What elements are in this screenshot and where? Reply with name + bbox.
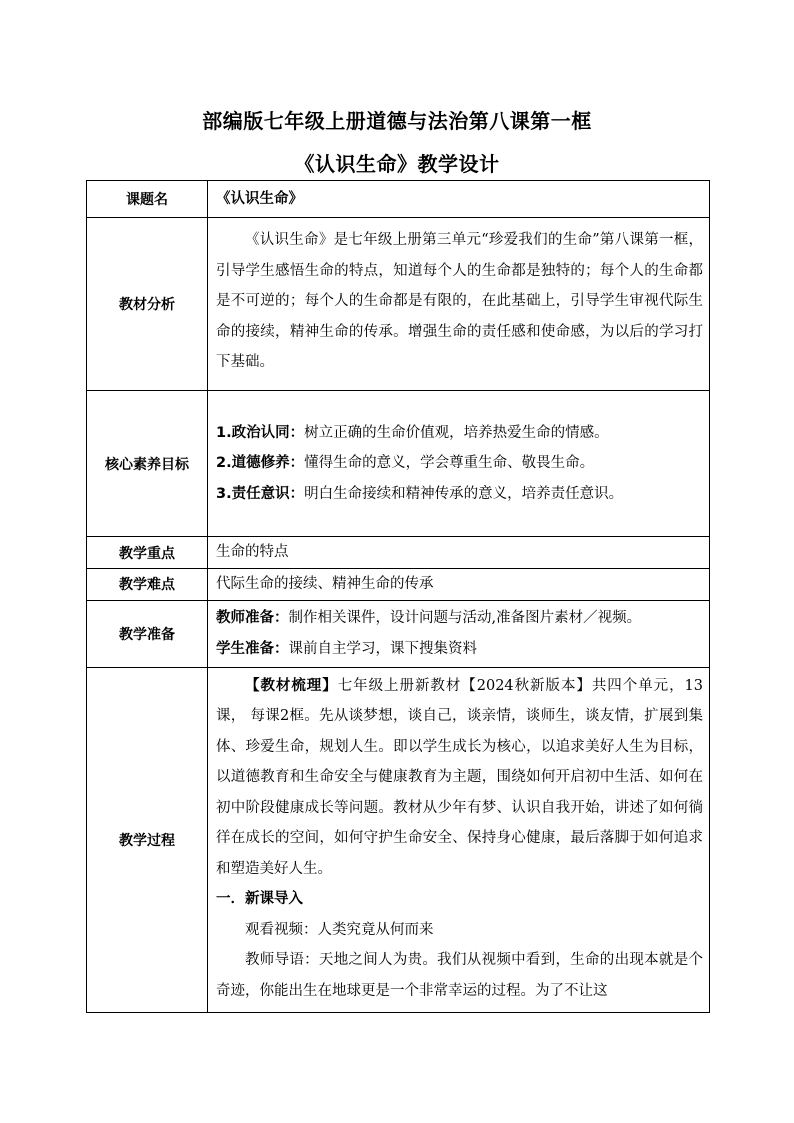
- student-preparation: [216, 634, 703, 665]
- row-topic: [87, 181, 710, 218]
- cell-preparation: [208, 600, 710, 667]
- value-key-point: 生命的特点: [208, 537, 710, 569]
- document-title-line2: 《认识生命》教学设计: [294, 152, 500, 176]
- cell-process: [208, 667, 710, 1012]
- outline-text: 七年级上册新教材【2024秋新版本】共四个单元，13课， 每课2框。先从谈梦想，谈自己，谈亲情，谈师生，谈友情，扩展到集体、珍爱生命，规划人生。即以学生成长为核心，以追求美好人生为目标，以道德教育和生命安全与健康教育为主题，围绕如何开启初中生活、如何在初中阶段健康成长等问题。教材从少年有梦、认识自我开始，讲述了如何徜徉在成长的空间，如何守护生命安全、保持身心健康，最后落脚于如何追求和塑造美好人生。: [216, 677, 703, 877]
- value-difficulty: 代际生命的接续、精神生命的传承: [208, 569, 710, 601]
- goal-head: 2.道德修养: [216, 455, 290, 472]
- section-new-lesson-intro: 一．新课导入: [216, 891, 303, 907]
- goal-text: 明白生命接续和精神传承的意义，培养责任意识。: [304, 485, 624, 502]
- row-key-point: [87, 537, 710, 569]
- row-analysis: [87, 218, 710, 391]
- label-preparation: 教学准备: [87, 600, 208, 667]
- teacher-preparation-head: 教师准备：: [216, 610, 289, 626]
- document-title-line1: 部编版七年级上册道德与法治第八课第一框: [202, 109, 592, 133]
- goal-head: 1.政治认同: [216, 424, 290, 441]
- row-goals: [87, 391, 710, 537]
- outline-head: 【教材梳理】: [245, 677, 338, 694]
- row-process: [87, 667, 710, 1012]
- cell-goals: [208, 391, 710, 537]
- goal-text: 懂得生命的意义，学会尊重生命、敬畏生命。: [304, 455, 595, 472]
- teacher-preparation: [216, 603, 703, 634]
- label-difficulty: 教学难点: [87, 569, 208, 601]
- label-topic: 课题名: [87, 181, 208, 218]
- goal-item: 2.道德修养：懂得生命的意义，学会尊重生命、敬畏生命。: [216, 455, 595, 472]
- value-topic: 《认识生命》: [208, 181, 710, 218]
- goal-text: 树立正确的生命价值观，培养热爱生命的情感。: [304, 424, 609, 441]
- lesson-plan-table: [86, 180, 710, 1013]
- goal-head: 3.责任意识: [216, 485, 290, 502]
- label-goals: 核心素养目标: [87, 391, 208, 537]
- cell-analysis: [208, 218, 710, 391]
- student-preparation-text: 课前自主学习，课下搜集资料: [288, 640, 477, 657]
- goal-item: 1.政治认同：树立正确的生命价值观，培养热爱生命的情感。: [216, 424, 609, 441]
- label-process: 教学过程: [87, 667, 208, 1012]
- row-preparation: [87, 600, 710, 667]
- goal-item: 3.责任意识：明白生命接续和精神传承的意义，培养责任意识。: [216, 485, 624, 502]
- teacher-guide-paragraph: 教师导语：天地之间人为贵。我们从视频中看到，生命的出现本就是个奇迹，你能出生在地球更是一个非常幸运的过程。为了不让这: [216, 952, 703, 999]
- row-difficulty: [87, 569, 710, 601]
- label-analysis: 教材分析: [87, 218, 208, 391]
- label-key-point: 教学重点: [87, 537, 208, 569]
- analysis-text: 《认识生命》是七年级上册第三单元“珍爱我们的生命”第八课第一框，引导学生感悟生命的特点，知道每个人的生命都是独特的；每个人的生命都是不可逆的；每个人的生命都是有限的，在此基础上，引导学生审视代际生命的接续，精神生命的传承。增强生命的责任感和使命感，为以后的学习打下基础。: [216, 232, 703, 370]
- student-preparation-head: 学生准备：: [216, 640, 289, 657]
- teacher-preparation-text: 制作相关课件，设计问题与活动,准备图片素材／视频。: [288, 610, 642, 626]
- video-line: 观看视频：人类究竟从何而来: [245, 921, 434, 938]
- outline-paragraph: [216, 671, 703, 885]
